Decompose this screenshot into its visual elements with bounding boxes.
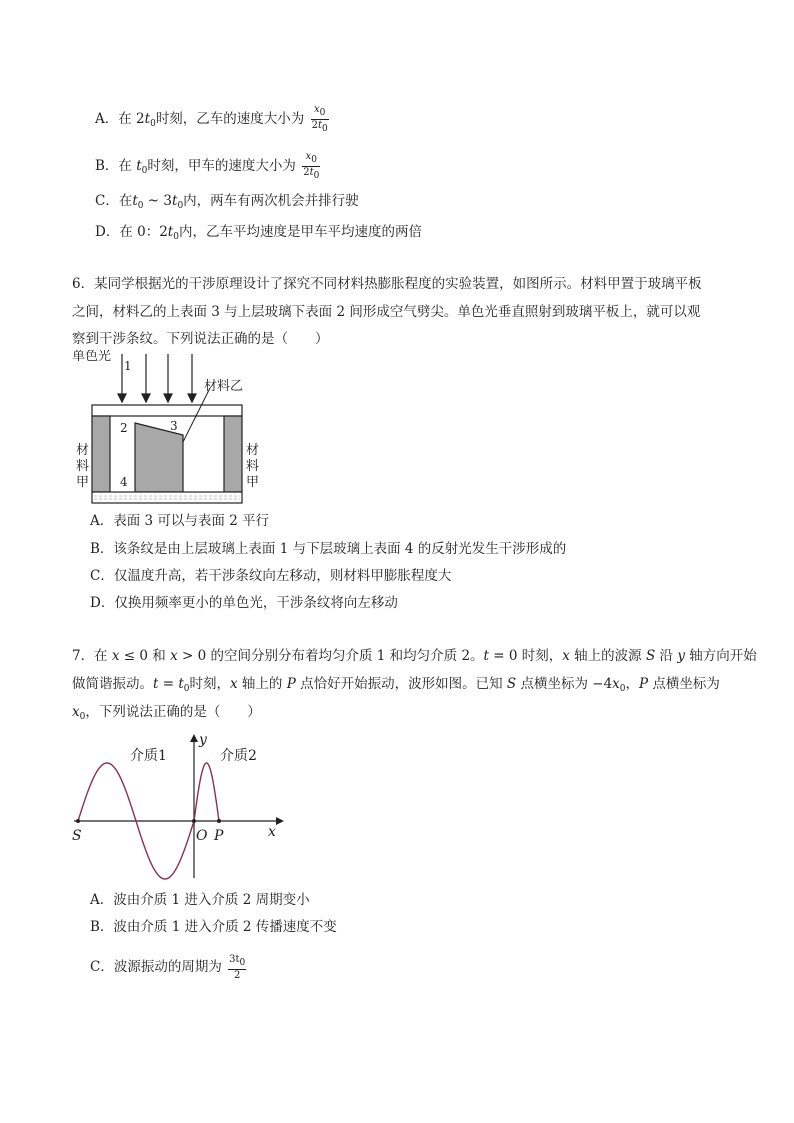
y-axis-label: y [199, 732, 207, 748]
fraction: $\frac{x0}{2t0}$ [303, 151, 320, 181]
q7-stem-line1: 7．在 x ≤ 0 和 x > 0 的空间分别分布着均匀介质 1 和均匀介质 2。t = 0 时刻，x 轴上的波源 S 沿 y 轴方向开始 [72, 648, 757, 664]
q6-figure-interference-apparatus [70, 350, 260, 510]
origin-label: O [196, 828, 208, 844]
label-medium-1: 介质1 [130, 748, 167, 764]
q5-option-b: B．在 $t_0$时刻，甲车的速度大小为 $\frac{x0}{2t0}$ [95, 151, 320, 181]
label-monochromatic-light: 单色光 [72, 350, 112, 364]
q7-option-a: A．波由介质 1 进入介质 2 周期变小 [90, 892, 310, 908]
q7-figure-wave [68, 728, 288, 888]
label-material-a-right-3: 甲 [246, 475, 260, 490]
fraction: $\frac{x0}{2t0}$ [311, 104, 328, 134]
point-s-label: S [72, 828, 82, 844]
label-material-b: 材料乙 [204, 379, 244, 394]
q6-stem-line3: 察到干涉条纹。下列说法正确的是（ ） [72, 331, 329, 347]
q6-option-b: B．该条纹是由上层玻璃上表面 1 与下层玻璃上表面 4 的反射光发生干涉形成的 [90, 541, 567, 557]
q5-option-d: D．在 0：$2t_0$内，乙车平均速度是甲车平均速度的两倍 [95, 224, 422, 242]
q7-stem-line3: $x_0$，下列说法正确的是（ ） [72, 704, 261, 722]
label-medium-2: 介质2 [220, 748, 257, 764]
surface-3-label: 3 [170, 419, 178, 433]
surface-4-label: 4 [120, 475, 128, 489]
q6-option-d: D．仅换用频率更小的单色光，干涉条纹将向左移动 [90, 595, 398, 611]
q7-option-c: C．波源振动的周期为 $\frac{3t0}{2}$ [90, 954, 246, 981]
label-material-a-right-2: 料 [246, 459, 260, 474]
label-material-a-left-3: 甲 [76, 475, 90, 490]
x-axis-label: x [268, 824, 276, 840]
q6-option-a: A．表面 3 可以与表面 2 平行 [90, 513, 270, 529]
label-material-a-right-1: 材 [246, 443, 260, 458]
q6-stem-line1: 6．某同学根据光的干涉原理设计了探究不同材料热膨胀程度的实验装置，如图所示。材料甲置于玻璃平板 [72, 276, 702, 292]
surface-1-label: 1 [124, 359, 132, 373]
q5-option-c: C．在$t_0$ ~ $3t_0$内，两车有两次机会并排行驶 [95, 193, 359, 211]
q5-option-a: A．在 $2t_0$时刻，乙车的速度大小为 $\frac{x0}{2t0}$ [95, 104, 328, 134]
q7-option-b: B．波由介质 1 进入介质 2 传播速度不变 [90, 919, 337, 935]
fraction: $\frac{3t0}{2}$ [229, 954, 246, 981]
q7-stem-line2: 做简谐振动。$t = t_0$时刻，x 轴上的 P 点恰好开始振动，波形如图。已知 S 点横坐标为 $-4x_0$，P 点横坐标为 [72, 676, 720, 694]
label-material-a-left-2: 料 [76, 459, 90, 474]
q6-stem-line2: 之间，材料乙的上表面 3 与上层玻璃下表面 2 间形成空气劈尖。单色光垂直照射到玻璃平板上，就可以观 [72, 304, 701, 320]
q6-option-c: C．仅温度升高，若干涉条纹向左移动，则材料甲膨胀程度大 [90, 568, 452, 584]
label-material-a-left-1: 材 [76, 443, 90, 458]
point-p-label: P [214, 828, 224, 844]
surface-2-label: 2 [120, 421, 128, 435]
